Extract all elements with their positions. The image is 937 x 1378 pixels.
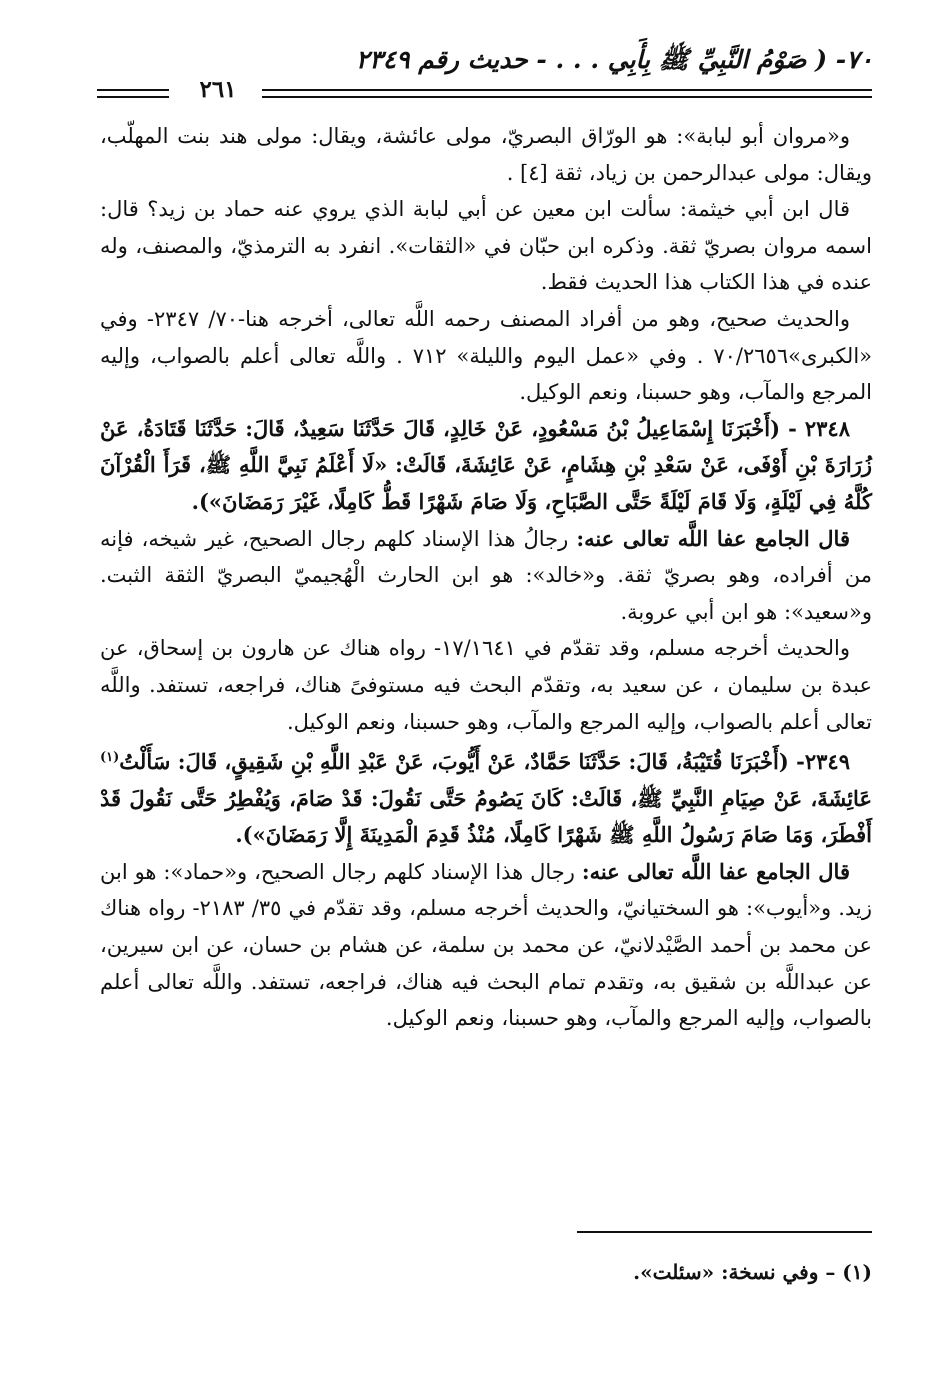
hadith-2348: ٢٣٤٨ - (أَخْبَرَنَا إِسْمَاعِيلُ بْنُ مَسْعُودٍ، عَنْ خَالِدٍ، قَالَ حَدَّثَنَا سَعِيدٌ، قَالَ: حَدَّثَنَا قَتَادَةُ، عَنْ زُرَارَةَ بْنِ أَوْفَى، عَنْ سَعْدِ بْنِ هِشَامٍ، عَنْ عَائِشَةَ، قَالَتْ: «لَا أَعْلَمُ نَبِيَّ اللَّهِ ﷺ، قَرَأَ الْقُرْآنَ كُلَّهُ فِي لَيْلَةٍ، وَلَا قَامَ لَيْلَةً حَتَّى الصَّبَاحِ، وَلَا صَامَ شَهْرًا قَطُّ كَامِلًا، غَيْرَ رَمَضَانَ»). — [100, 415, 872, 514]
footnote-1: (١) – وفي نسخة: «سئلت». — [633, 1260, 872, 1284]
paragraph-ibn-abi-khaythama: قال ابن أبي خيثمة: سألت ابن معين عن أبي لبابة الذي يروي عنه حماد بن زيد؟ قال: اسمه مروان بصريّ ثقة. وذكره ابن حبّان في «الثقات». انفرد به الترمذيّ، والمصنف، وله عنده في هذا الكتاب هذا الحديث فقط. — [100, 197, 872, 295]
header-rule-right-lower — [262, 96, 872, 98]
paragraph-commentary-2349 — [100, 854, 872, 1037]
header-rule-right-upper — [262, 89, 872, 91]
commentary-text: رجال هذا الإسناد كلهم رجال الصحيح، و«حماد»: هو ابن زيد. و«أيوب»: هو السختيانيّ، والحديث أخرجه مسلم، وقد تقدّم في ٣٥/ ٢١٨٣- رواه هناك عن محمد بن أحمد الصَّيْدلانيّ، عن محمد بن سلمة، عن هشام بن حسان، عن ابن سيرين، عن عبداللَّه بن شقيق به، وتقدم تمام البحث فيه هناك، فراجعه، تستفد. واللَّه تعالى أعلم بالصواب، وإليه المرجع والمآب، وهو حسبنا، ونعم الوكيل. — [100, 859, 872, 1031]
paragraph-commentary-2348 — [100, 521, 872, 631]
paragraph-takhrij-2348: والحديث أخرجه مسلم، وقد تقدّم في ١٧/١٦٤١- رواه هناك عن هارون بن إسحاق، عن عبدة بن سليمان ، عن سعيد به، وتقدّم البحث فيه مستوفىً هناك، فراجعه، تستفد. واللَّه تعالى أعلم بالصواب، وإليه المرجع والمآب، وهو حسبنا، ونعم الوكيل. — [100, 636, 872, 734]
paragraph-hadith-grading: والحديث صحيح، وهو من أفراد المصنف رحمه اللَّه تعالى، أخرجه هنا-٧٠/ ٢٣٤٧- وفي «الكبرى»٧٠/٢٦٥٦ . وفي «عمل اليوم والليلة» ٧١٢ . واللَّه تعالى أعلم بالصواب، وإليه المرجع والمآب، وهو حسبنا، ونعم الوكيل. — [100, 306, 872, 405]
hadith-2349-part-b: عَائِشَةَ، عَنْ صِيَامِ النَّبِيِّ ﷺ، قَالَتْ: كَانَ يَصُومُ حَتَّى نَقُولَ: قَدْ صَامَ، وَيُفْطِرُ حَتَّى نَقُولَ قَدْ أَفْطَرَ، وَمَا صَامَ رَسُولُ اللَّهِ ﷺ شَهْرًا كَامِلًا، مُنْذُ قَدِمَ الْمَدِينَةَ إِلَّا رَمَضَانَ»). — [100, 785, 872, 848]
page-number: ٢٦١ — [199, 76, 237, 103]
commentator-lead: قال الجامع عفا اللَّه تعالى عنه: — [576, 525, 850, 551]
header-rule-left-lower — [97, 96, 169, 98]
main-text — [100, 118, 872, 1037]
running-header-title: ٧٠- ( صَوْمُ النَّبِيِّ ﷺ بِأَبِي . . . - حديث رقم ٢٣٤٩ — [355, 45, 873, 74]
commentator-lead: قال الجامع عفا اللَّه تعالى عنه: — [581, 858, 850, 884]
footnote-separator — [577, 1231, 872, 1233]
paragraph-marwan-note: و«مروان أبو لبابة»: هو الورّاق البصريّ، مولى عائشة، ويقال: مولى هند بنت المهلّب، ويقال: مولى عبدالرحمن بن زياد، ثقة [٤] . — [100, 124, 872, 185]
header-rule-left-upper — [97, 89, 169, 91]
footnote-reference[interactable]: (١) — [100, 750, 120, 766]
hadith-2349-part-a: ٢٣٤٩- (أَخْبَرَنَا قُتَيْبَةُ، قَالَ: حَدَّثَنَا حَمَّادٌ، عَنْ أَيُّوبَ، عَنْ عَبْدِ اللَّهِ بْنِ شَقِيقٍ، قَالَ: سَأَلْتُ — [119, 749, 850, 775]
hadith-2349 — [100, 740, 872, 854]
commentary-text: رجالُ هذا الإسناد كلهم رجال الصحيح، غير شيخه، فإنه من أفراده، وهو بصريّ ثقة. و«خالد»: هو ابن الحارث الْهُجيميّ البصريّ الثقة الثبت. و«سعيد»: هو ابن أبي عروبة. — [100, 526, 872, 624]
